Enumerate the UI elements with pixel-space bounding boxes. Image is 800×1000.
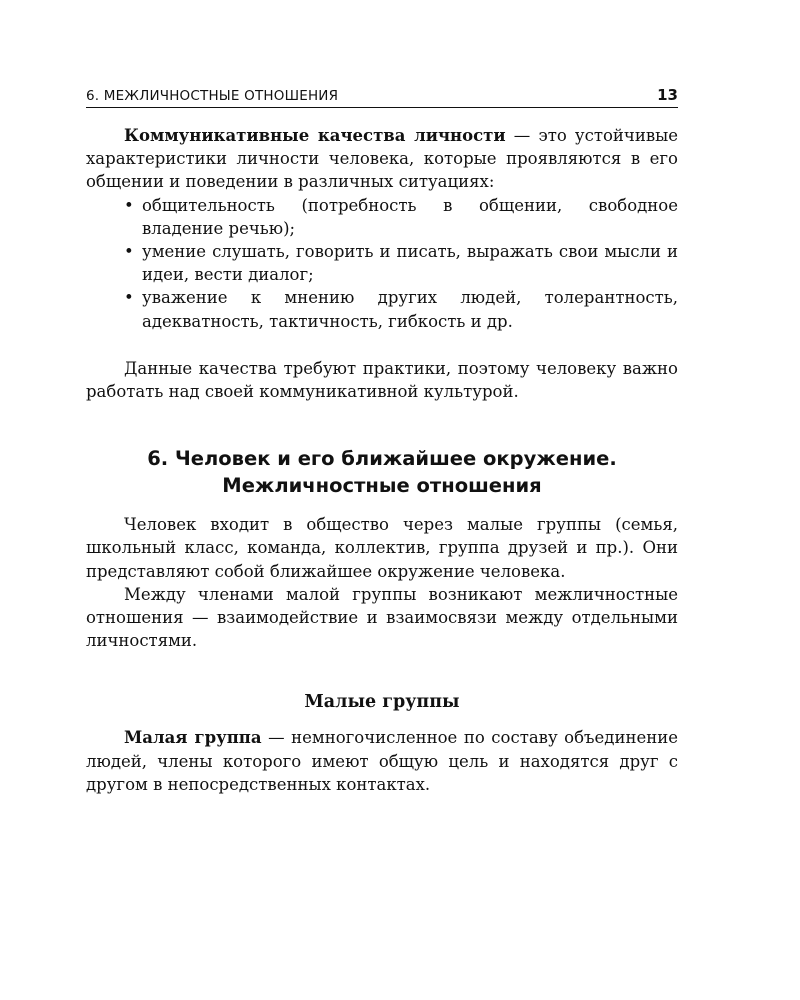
intro-term: Коммуникативные качества личности	[124, 126, 506, 145]
list-item-text: умение слушать, говорить и писать, выражать свои мысли и идеи, вести диалог;	[142, 242, 678, 285]
book-page	[86, 86, 678, 796]
bullet-marker: •	[124, 242, 134, 262]
section-title	[86, 445, 678, 499]
definition-term: Малая группа	[124, 728, 262, 748]
subsection-title: Малые группы	[304, 692, 460, 713]
qualities-list	[86, 194, 678, 333]
list-item	[124, 240, 678, 286]
running-title: 6. МЕЖЛИЧНОСТНЫЕ ОТНОШЕНИЯ	[86, 88, 339, 104]
list-item-text: уважение к мнению других людей, толерантность, адекватность, тактичность, гибкость и др.	[142, 288, 678, 331]
list-item-text: общительность (потребность в общении, свободное владение речью);	[142, 195, 678, 238]
bullet-marker: •	[124, 288, 134, 308]
bullet-marker: •	[124, 195, 134, 215]
page-number: 13	[657, 86, 678, 104]
section-paragraph: Между членами малой группы возникают межличностные отношения — взаимодействие и взаимосвязи между отдельными личностями.	[86, 584, 678, 651]
section-title-line-2: Межличностные отношения	[222, 474, 542, 498]
section-title-line-1: 6. Человек и его ближайшее окружение.	[147, 447, 617, 471]
closing-paragraph: Данные качества требуют практики, поэтому человеку важно работать над своей коммуникативной культурой.	[86, 358, 678, 402]
list-item	[124, 286, 678, 332]
list-item	[124, 194, 678, 240]
definition-paragraph	[86, 726, 678, 796]
intro-definition: — это устойчивые характеристики личности человека, которые проявляются в его общении и поведении в различных ситуациях:	[86, 126, 679, 192]
intro-paragraph	[86, 124, 678, 194]
section-paragraph: Человек входит в общество через малые группы (семья, школьный класс, команда, коллектив, группа друзей и пр.). Они представляют собой ближайшее окружение человека.	[86, 515, 678, 581]
running-header	[86, 86, 678, 108]
definition-text: — немногочисленное по составу объединение людей, члены которого имеют общую цель и находятся друг с другом в непосредственных контактах.	[86, 728, 678, 794]
